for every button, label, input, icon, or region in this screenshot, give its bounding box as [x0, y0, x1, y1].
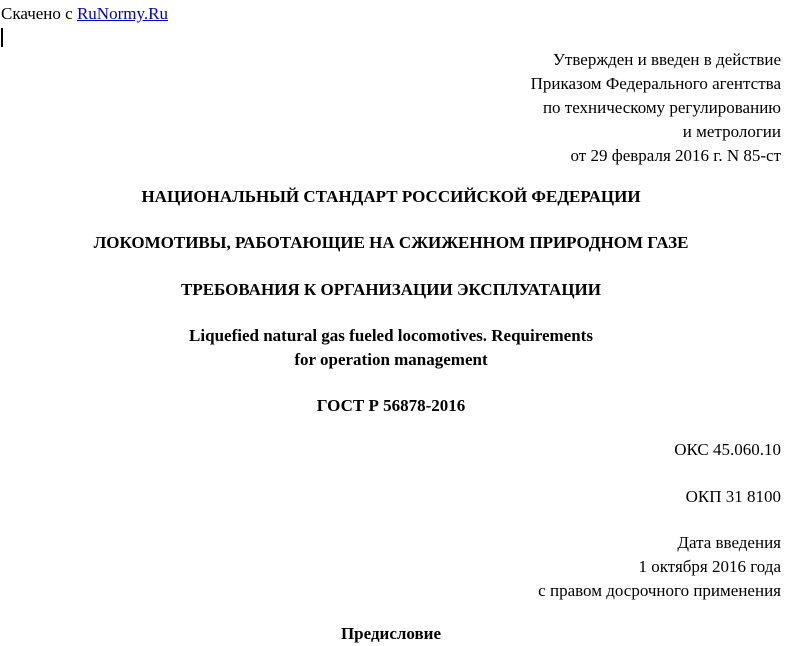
- introduction-date-block: [538, 531, 781, 603]
- preface-heading: Предисловие: [340, 624, 442, 643]
- oks-code-text: ОКС 45.060.10: [674, 440, 781, 459]
- approval-line: Приказом Федерального агентства: [530, 74, 781, 93]
- approval-line: и метрологии: [682, 122, 781, 141]
- approval-line: от 29 февраля 2016 г. N 85-ст: [570, 146, 781, 165]
- approval-line: по техническому регулированию: [542, 98, 781, 117]
- standard-subtitle: ТРЕБОВАНИЯ К ОРГАНИЗАЦИИ ЭКСПЛУАТАЦИИ: [180, 280, 602, 299]
- source-prefix: Скачено с: [1, 4, 77, 23]
- introduction-line: 1 октября 2016 года: [638, 557, 781, 576]
- english-title-line: Liquefied natural gas fueled locomotives. Requirements: [189, 326, 593, 345]
- okp-code: [686, 485, 781, 509]
- approval-line: Утвержден и введен в действие: [552, 50, 781, 69]
- english-title: [0, 324, 782, 372]
- gost-number: ГОСТ Р 56878-2016: [316, 396, 466, 415]
- introduction-line: с правом досрочного применения: [538, 581, 781, 600]
- runormy-link[interactable]: RuNormy.Ru: [76, 4, 168, 23]
- national-standard-heading: НАЦИОНАЛЬНЫЙ СТАНДАРТ РОССИЙСКОЙ ФЕДЕРАЦИИ: [141, 187, 641, 206]
- standard-title: ЛОКОМОТИВЫ, РАБОТАЮЩИЕ НА СЖИЖЕННОМ ПРИРОДНОМ ГАЗЕ: [93, 233, 689, 252]
- approval-block: [531, 48, 781, 168]
- okp-code-text: ОКП 31 8100: [685, 487, 781, 506]
- english-title-line: for operation management: [294, 350, 488, 369]
- source-line: [1, 4, 168, 24]
- oks-code: [674, 438, 781, 462]
- text-cursor: [1, 28, 3, 47]
- introduction-line: Дата введения: [677, 533, 781, 552]
